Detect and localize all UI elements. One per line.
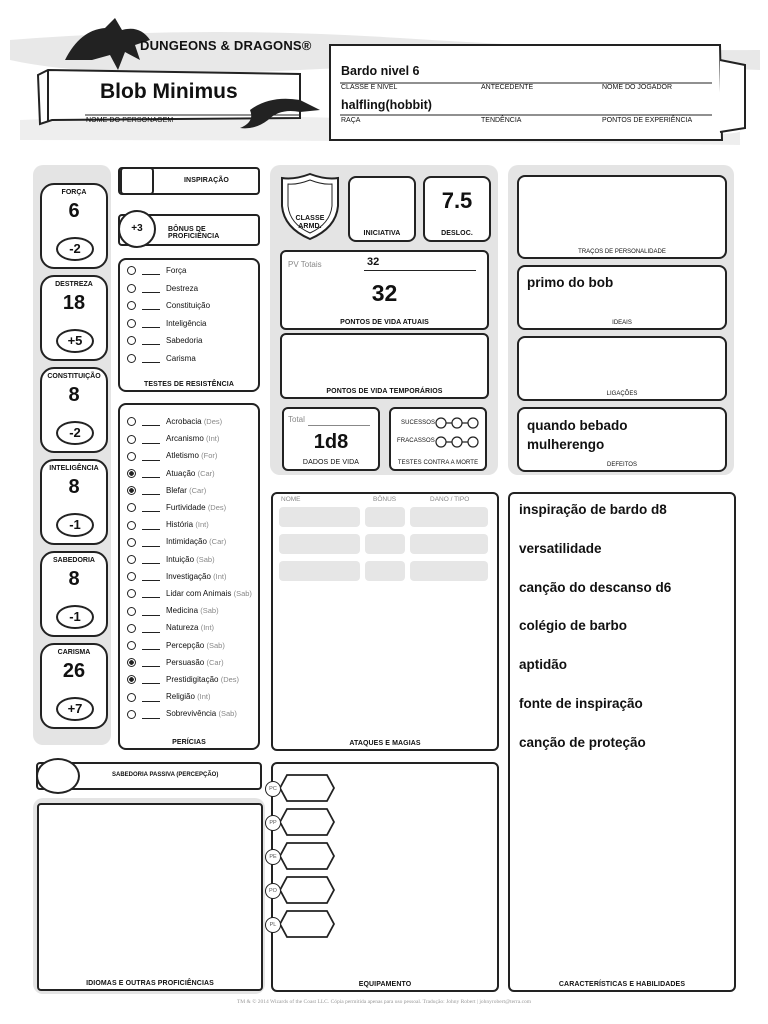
class-level-value[interactable]: Bardo nivel 6 [341, 64, 420, 78]
attack-2-bonus[interactable] [365, 534, 405, 554]
skill-attribute: (Int) [195, 520, 209, 530]
skill-row[interactable] [127, 589, 252, 598]
hit-dice-total-label: Total [288, 415, 305, 424]
attack-1-bonus[interactable] [365, 507, 405, 527]
feature-item: fonte de inspiração [519, 696, 643, 711]
attribute-box [40, 275, 108, 361]
skill-row[interactable] [127, 555, 215, 564]
initiative-box[interactable] [348, 176, 416, 242]
coin-label: PE [265, 849, 281, 865]
death-fail-label: FRACASSOS [397, 438, 435, 444]
attribute-name: FORÇA [61, 189, 87, 196]
feature-item: versatilidade [519, 540, 602, 556]
armor-class-shield-icon[interactable] [278, 172, 342, 242]
skill-row[interactable] [127, 469, 215, 478]
skill-value-line[interactable] [142, 718, 160, 719]
skill-row[interactable] [127, 537, 226, 546]
attribute-modifier[interactable]: +5 [56, 329, 94, 353]
character-name[interactable]: Blob Minimus [100, 80, 238, 103]
background-label: ANTECEDENTE [481, 84, 534, 91]
attribute-modifier[interactable]: +7 [56, 697, 94, 721]
skill-name: Furtividade [166, 503, 206, 512]
skills-title: PERÍCIAS [172, 739, 206, 746]
proficiency-radio[interactable] [127, 658, 136, 667]
skill-name: Percepção [166, 640, 205, 650]
proficiency-label: BÔNUS DE PROFICIÊNCIA [168, 226, 220, 240]
skill-value-line[interactable] [142, 477, 160, 478]
saving-throw-row[interactable] [127, 319, 206, 328]
skill-name: Intimidação [166, 537, 207, 547]
flaws-label: DEFEITOS [607, 462, 637, 468]
skill-attribute: (Int) [213, 571, 227, 581]
attribute-score[interactable]: 18 [62, 292, 86, 314]
attribute-box [40, 459, 108, 545]
skill-row[interactable] [127, 520, 209, 529]
save-name: Destreza [166, 283, 199, 293]
attribute-modifier[interactable]: -1 [56, 605, 94, 629]
proficiency-radio[interactable] [127, 435, 136, 444]
proficiency-radio[interactable] [127, 572, 136, 581]
temp-hp-label: PONTOS DE VIDA TEMPORÁRIOS [326, 388, 443, 395]
skill-name: Persuasão [166, 657, 205, 667]
attacks-title: ATAQUES E MAGIAS [349, 740, 421, 747]
proficiency-radio[interactable] [127, 284, 136, 293]
save-value-line[interactable] [142, 327, 160, 328]
equipment-title: EQUIPAMENTO [358, 981, 412, 988]
attack-2-damage[interactable] [410, 534, 488, 554]
skill-row[interactable] [127, 572, 227, 581]
personality-traits-label: TRAÇOS DE PERSONALIDADE [578, 249, 666, 255]
saving-throw-row[interactable] [127, 301, 210, 310]
armor-class-label: CLASSE ARMD. [295, 215, 325, 230]
proficiency-radio[interactable] [127, 486, 136, 495]
skill-name: Atuação [166, 468, 196, 478]
max-hp-line [364, 270, 476, 271]
attribute-box [40, 367, 108, 453]
skill-row[interactable] [127, 623, 214, 632]
proficiency-radio[interactable] [127, 710, 136, 719]
attribute-score[interactable]: 26 [62, 660, 86, 682]
skill-row[interactable] [127, 692, 210, 701]
proficiency-radio[interactable] [127, 336, 136, 345]
skill-value-line[interactable] [142, 632, 160, 633]
saving-throws-title: TESTES DE RESISTÊNCIA [143, 381, 234, 388]
coin-label: PP [265, 815, 281, 831]
skill-name: Blefar [166, 485, 187, 495]
skill-value-line[interactable] [142, 425, 160, 426]
death-save-circles[interactable] [435, 417, 481, 451]
attribute-box [40, 643, 108, 729]
save-name: Constituição [166, 301, 211, 310]
proficiency-radio[interactable] [127, 641, 136, 650]
bonds-box[interactable] [517, 336, 727, 401]
current-hp-box[interactable] [280, 250, 489, 330]
skill-row[interactable] [127, 434, 219, 443]
skill-attribute: (Des) [203, 417, 223, 426]
race-label: RAÇA [341, 117, 361, 124]
skill-name: Intuição [166, 554, 195, 564]
skill-row[interactable] [127, 709, 237, 718]
attribute-modifier[interactable]: -1 [56, 513, 94, 537]
languages-box[interactable] [37, 803, 263, 991]
skill-attribute: (Car) [206, 657, 224, 667]
skill-value-line[interactable] [142, 443, 160, 444]
skill-attribute: (Car) [197, 468, 215, 478]
skill-value-line[interactable] [142, 701, 160, 702]
attacks-col-bonus: BÔNUS [373, 496, 397, 503]
max-hp-value[interactable]: 32 [367, 256, 380, 268]
save-value-line[interactable] [142, 362, 160, 363]
attack-3-bonus[interactable] [365, 561, 405, 581]
proficiency-radio[interactable] [127, 555, 136, 564]
skill-name: Arcanismo [166, 434, 204, 444]
flaws-value: quando bebado mulherengo [527, 418, 628, 452]
ideals-value: primo do bob [527, 275, 614, 290]
alignment-label: TENDÊNCIA [481, 117, 522, 124]
skill-value-line[interactable] [142, 529, 160, 530]
skill-value-line[interactable] [142, 615, 160, 616]
coin-label: PC [265, 781, 281, 797]
hit-dice-label: DADOS DE VIDA [302, 459, 360, 466]
feature-item: colégio de barbo [519, 618, 628, 634]
saving-throw-row[interactable] [127, 354, 196, 363]
passive-perception-box [36, 762, 262, 790]
skill-attribute: (Car) [209, 537, 227, 547]
hit-dice-total-line [308, 425, 370, 426]
death-success-label: SUCESSOS [401, 420, 436, 426]
player-name-label: NOME DO JOGADOR [602, 84, 673, 91]
features-title: CARACTERÍSTICAS E HABILIDADES [558, 981, 686, 988]
ideals-box[interactable] [517, 265, 727, 330]
save-value-line[interactable] [142, 344, 160, 345]
skill-attribute: (Des) [220, 675, 240, 684]
hit-dice-value: 1d8 [313, 431, 349, 453]
attribute-name: SABEDORIA [52, 557, 95, 564]
save-value-line[interactable] [142, 274, 160, 275]
proficiency-radio[interactable] [127, 354, 136, 363]
save-name: Força [166, 266, 187, 275]
proficiency-box [118, 214, 260, 246]
ideals-label: IDEAIS [612, 320, 632, 326]
skill-attribute: (Sab) [233, 589, 252, 598]
skill-attribute: (Sab) [218, 709, 237, 719]
attacks-col-damage: DANO / TIPO [430, 496, 470, 503]
skill-attribute: (Des) [207, 503, 227, 512]
attribute-modifier[interactable]: -2 [56, 421, 94, 445]
skill-name: Investigação [166, 571, 211, 581]
skill-name: Atletismo [166, 451, 199, 461]
feature-item: inspiração de bardo d8 [519, 502, 667, 517]
save-value-line[interactable] [142, 309, 160, 310]
proficiency-radio[interactable] [127, 521, 136, 530]
proficiency-radio[interactable] [127, 624, 136, 633]
inspiration-label: INSPIRAÇÃO [184, 177, 229, 184]
coin-label: PO [265, 883, 281, 899]
attack-3-damage[interactable] [410, 561, 488, 581]
xp-label: PONTOS DE EXPERIÊNCIA [602, 117, 693, 124]
max-hp-label: PV Totais [288, 260, 322, 269]
skill-name: Lidar com Animais [166, 589, 232, 598]
class-level-label: CLASSE E NÍVEL [341, 84, 398, 91]
proficiency-value[interactable]: +3 [118, 210, 156, 248]
attack-3-name[interactable] [279, 561, 360, 581]
saving-throw-row[interactable] [127, 336, 202, 345]
save-name: Carisma [166, 353, 196, 363]
attribute-score[interactable]: 8 [68, 568, 80, 590]
proficiency-radio[interactable] [127, 319, 136, 328]
feature-item: canção do descanso d6 [519, 579, 672, 595]
proficiency-radio[interactable] [127, 301, 136, 310]
death-saves-box [389, 407, 487, 471]
skill-attribute: (For) [201, 451, 218, 461]
skill-row[interactable] [127, 641, 225, 650]
coin-field[interactable] [269, 842, 331, 868]
personality-traits-box[interactable] [517, 175, 727, 259]
proficiency-radio[interactable] [127, 607, 136, 616]
proficiency-radio[interactable] [127, 452, 136, 461]
proficiency-radio[interactable] [127, 693, 136, 702]
skill-row[interactable] [127, 417, 222, 426]
attribute-score[interactable]: 8 [68, 476, 80, 498]
skill-value-line[interactable] [142, 563, 160, 564]
skill-attribute: (Int) [197, 692, 211, 702]
skill-value-line[interactable] [142, 494, 160, 495]
languages-label: IDIOMAS E OUTRAS PROFICIÊNCIAS [86, 980, 214, 987]
skill-name: Natureza [166, 623, 199, 633]
skill-value-line[interactable] [142, 460, 160, 461]
proficiency-radio[interactable] [127, 675, 136, 684]
speed-value: 7.5 [441, 188, 473, 213]
skill-attribute: (Int) [206, 434, 220, 444]
speed-label: DESLOC. [441, 230, 473, 237]
attack-1-damage[interactable] [410, 507, 488, 527]
attribute-box [40, 551, 108, 637]
proficiency-radio[interactable] [127, 469, 136, 478]
proficiency-radio[interactable] [127, 266, 136, 275]
save-name: Sabedoria [166, 336, 203, 345]
skill-row[interactable] [127, 606, 219, 615]
temp-hp-box[interactable] [280, 333, 489, 399]
hit-dice-box[interactable] [282, 407, 380, 471]
skill-row[interactable] [127, 675, 239, 684]
skill-row[interactable] [127, 503, 226, 512]
coin-field[interactable] [269, 876, 331, 902]
passive-perception-label: SABEDORIA PASSIVA (PERCEPÇÃO) [112, 772, 219, 778]
skill-row[interactable] [127, 486, 206, 495]
proficiency-radio[interactable] [127, 417, 136, 426]
attacks-col-name: NOME [281, 496, 301, 503]
attribute-name: DESTREZA [55, 281, 93, 288]
skill-attribute: (Int) [200, 623, 215, 633]
skill-row[interactable] [127, 658, 224, 667]
footer-copyright: TM & © 2014 Wizards of the Coast LLC. Cópia permitida apenas para uso pessoal. Tradução: Johny Robert | johnyrobert@terra.com [236, 999, 532, 1005]
proficiency-radio[interactable] [127, 538, 136, 547]
attribute-modifier[interactable]: -2 [56, 237, 94, 261]
skill-attribute: (Sab) [200, 606, 219, 616]
skill-attribute: (Sab) [206, 640, 225, 650]
skill-name: Sobrevivência [166, 709, 217, 719]
skill-value-line[interactable] [142, 597, 160, 598]
skill-value-line[interactable] [142, 649, 160, 650]
skill-value-line[interactable] [142, 666, 160, 667]
proficiency-radio[interactable] [127, 589, 136, 598]
skill-attribute: (Sab) [196, 554, 215, 564]
save-name: Inteligência [166, 318, 207, 328]
attribute-name: CARISMA [57, 649, 91, 656]
coin-field[interactable] [269, 910, 331, 936]
current-hp-label: PONTOS DE VIDA ATUAIS [340, 319, 429, 326]
initiative-label: INICIATIVA [363, 230, 401, 237]
skill-name: História [166, 520, 194, 530]
skill-value-line[interactable] [142, 546, 160, 547]
header-info-box [330, 45, 722, 140]
saving-throw-row[interactable] [127, 266, 186, 275]
proficiency-radio[interactable] [127, 503, 136, 512]
attribute-name: CONSTITUIÇÃO [47, 373, 101, 380]
save-value-line[interactable] [142, 292, 160, 293]
attribute-box [40, 183, 108, 269]
inspiration-checkbox[interactable] [120, 167, 154, 195]
coin-label: PL [265, 917, 281, 933]
attribute-name: INTELIGÊNCIA [49, 465, 99, 472]
attack-2-name[interactable] [279, 534, 360, 554]
brand-logo: DUNGEONS & DRAGONS® [140, 38, 312, 53]
skill-row[interactable] [127, 451, 217, 460]
current-hp-value: 32 [371, 280, 398, 306]
coin-field[interactable] [269, 808, 331, 834]
coin-field[interactable] [269, 774, 331, 800]
skill-name: Religião [166, 692, 195, 702]
death-saves-label: TESTES CONTRA A MORTE [397, 460, 479, 466]
attacks-box [271, 492, 499, 751]
skill-value-line[interactable] [142, 511, 160, 512]
passive-perception-value[interactable] [36, 758, 80, 794]
attribute-score[interactable]: 6 [68, 200, 80, 222]
bonds-label: LIGAÇÕES [606, 391, 638, 397]
attack-1-name[interactable] [279, 507, 360, 527]
speed-box[interactable] [423, 176, 491, 242]
skill-value-line[interactable] [142, 683, 160, 684]
skill-name: Acrobacia [166, 417, 202, 426]
character-name-label: NOME DO PERSONAGEM [86, 117, 174, 124]
race-value[interactable]: halfling(hobbit) [341, 98, 432, 112]
skill-name: Medicina [166, 606, 199, 616]
skill-value-line[interactable] [142, 580, 160, 581]
skill-attribute: (Car) [189, 485, 207, 495]
inspiration-box[interactable] [118, 167, 260, 195]
attribute-score[interactable]: 8 [68, 384, 80, 406]
saving-throw-row[interactable] [127, 284, 198, 293]
flaws-box[interactable] [517, 407, 727, 472]
skill-name: Prestidigitação [166, 675, 219, 684]
feature-item: aptidão [519, 657, 568, 673]
feature-item: canção de proteção [519, 734, 646, 750]
